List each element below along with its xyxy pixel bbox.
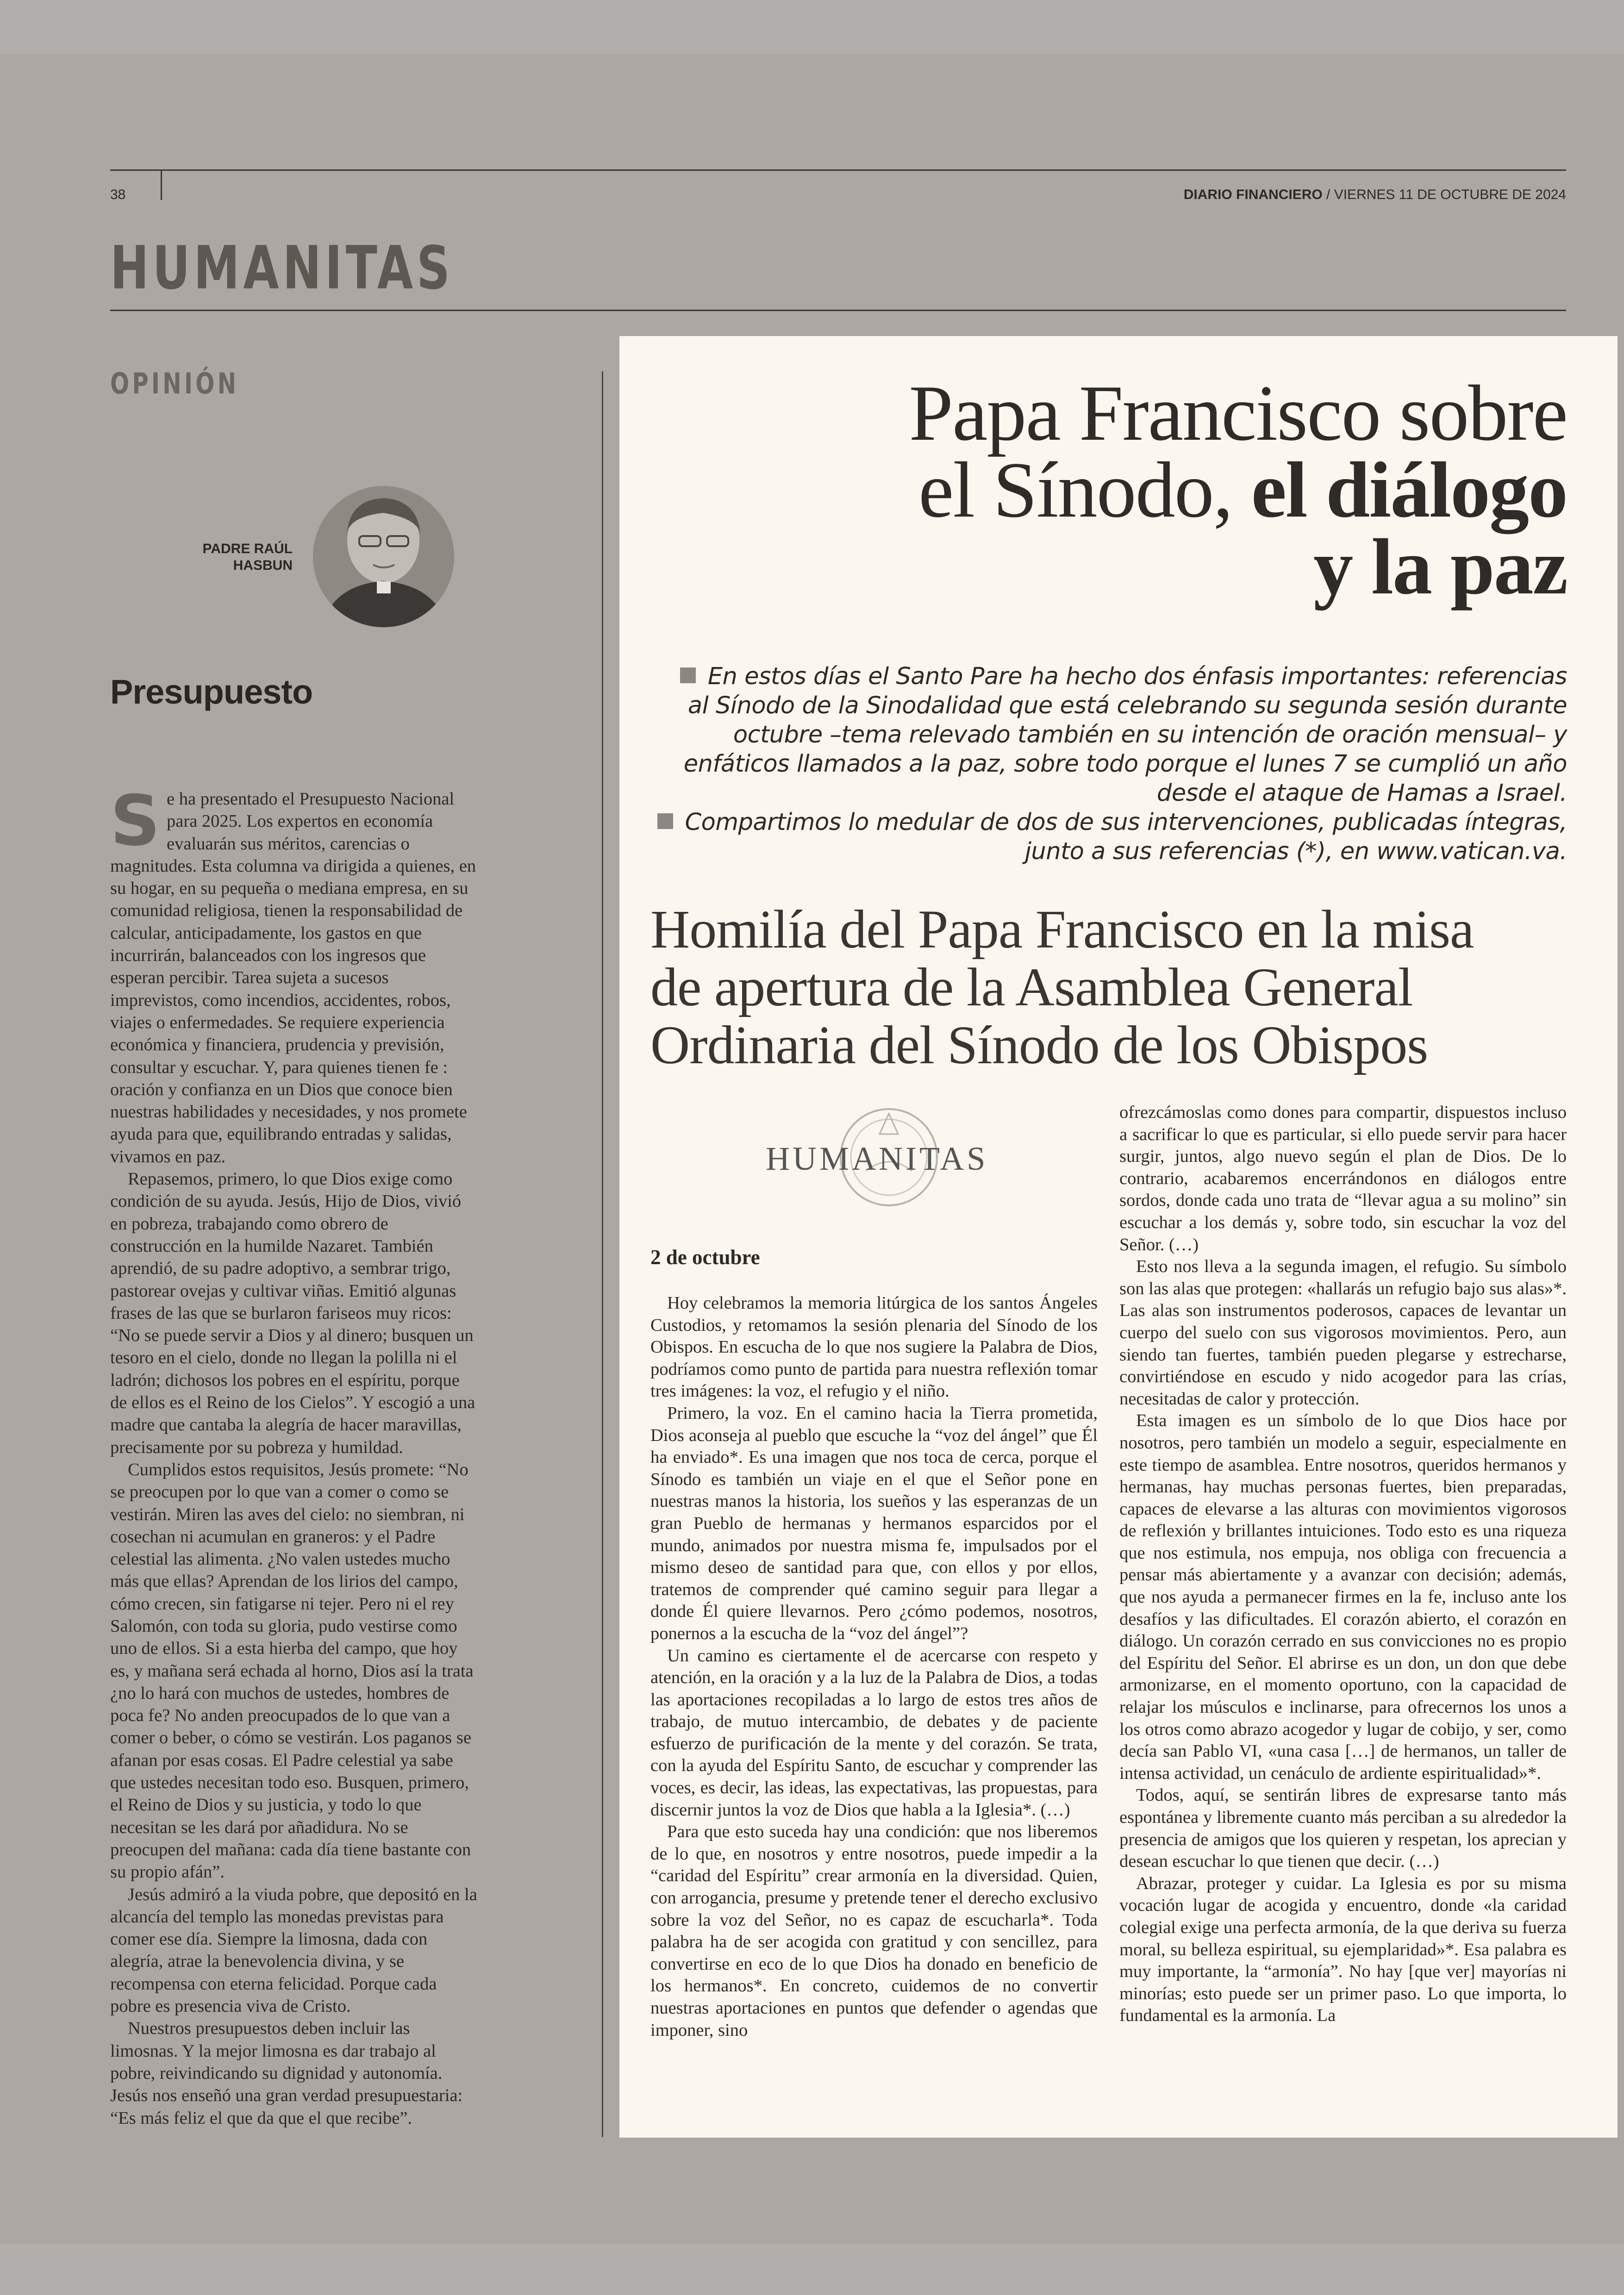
author-name xyxy=(176,541,293,574)
column-divider xyxy=(602,371,603,2137)
subhead-line: Homilía del Papa Francisco en la misa xyxy=(650,899,1474,960)
homily-paragraph: Primero, la voz. En el camino hacia la Tierra prometida, Dios aconseja al pueblo que escuche la “voz del ángel” que Él ha enviado*. Es una imagen que nos toca de cerca, porque el Sínodo es también un viaje en el que el Señor pone en nuestras manos la historia, los sueños y las esperanzas de un gran Pueblo de hermanas y hermanos esparcidos por el mundo, animados por nuestra misma fe, impulsados por el mismo deseo de santidad para que, con ellos y por ellos, tratemos de comprender qué camino seguir para llegar a donde Él quiere llevarnos. Pero ¿cómo podemos, nosotros, ponernos a la escucha de la “voz del ángel”? xyxy=(650,1403,1098,1643)
homily-column-2 xyxy=(1119,1102,1567,2027)
humanitas-logo xyxy=(750,1102,1009,1213)
bullet-square-icon xyxy=(657,813,673,829)
headline-line-2b: el diálogo xyxy=(1251,446,1567,534)
homily-paragraph: Un camino es ciertamente el de acercarse con respeto y atención, en la oración y a la luz de la Palabra de Dios, a todas las aportaciones recopiladas a lo largo de estos tres años de trabajo, de mutuo intercambio, de debates y de paciente esfuerzo de purificación de la mente y del corazón. Se trata, con la ayuda del Espíritu Santo, de escuchar y comprender las voces, es decir, las ideas, las expectativas, las propuestas, para discernir juntos la voz de Dios que habla a la Iglesia*. (…) xyxy=(650,1646,1098,1820)
deck-line: junto a sus referencias (*), en www.vatican.va. xyxy=(1024,838,1567,865)
deck-text: En estos días el Santo Pare ha hecho dos énfasis importantes: referencias xyxy=(707,663,1567,690)
column-paragraph: e ha presentado el Presupuesto Nacional para 2025. Los expertos en economía evaluarán sus méritos, carencias o magnitudes. Esta columna va dirigida a quienes, en su hogar, en su pequeña o mediana empresa, en su comunidad religiosa, tienen la responsabilidad de calcular, anticipadamente, los gastos en que incurrirán, balanceados con los ingresos que esperan percibir. Tarea sujeta a sucesos imprevistos, como incendios, accidentes, robos, viajes o enfermedades. Se requiere experiencia económica y financiera, prudencia y previsión, consultar y escuchar. Y, para quienes tienen fe : oración y confianza en un Dios que conoce bien nuestras habilidades y necesidades, y nos promete ayuda para que, equilibrando entradas y salidas, vivamos en paz. xyxy=(110,789,476,1166)
author-avatar xyxy=(313,486,454,627)
deck-line xyxy=(648,808,1567,837)
drop-cap: S xyxy=(110,781,161,861)
publication-date: / VIERNES 11 DE OCTUBRE DE 2024 xyxy=(1322,187,1566,202)
column-paragraph: Repasemos, primero, lo que Dios exige como condición de su ayuda. Jesús, Hijo de Dios, vivió en pobreza, trabajando como obrero de construcción en la humilde Nazaret. También aprendió, de su padre adoptivo, a sembrar trigo, pastorear ovejas y cultivar viñas. Emitió algunas frases de las que se burlaron fariseos muy ricos: “No se puede servir a Dios y al dinero; busquen un tesoro en el cielo, donde no llegan la polilla ni el ladrón; dichosos los pobres en el espíritu, porque de ellos es el Reino de los Cielos”. Y escogió a una madre que cantaba la alegría de hacer maravillas, precisamente por su pobreza y humildad. xyxy=(110,1169,475,1457)
column-kicker: OPINIÓN xyxy=(110,367,239,400)
logo-text: HUMANITAS xyxy=(766,1140,988,1177)
column-paragraph: Nuestros presupuestos deben incluir las limosnas. Y la mejor limosna es dar trabajo al pobre, reivindicando su dignidad y autonomía. Jesús nos enseñó una gran verdad presupuestaria: “Es más feliz el que da que el que recibe”. xyxy=(110,2019,463,2128)
top-rule xyxy=(110,169,1566,171)
column-paragraph: Cumplidos estos requisitos, Jesús promete: “No se preocupen por lo que van a comer o como se vestirán. Miren las aves del cielo: no siembran, ni cosechan ni acumulan en graneros: y el Padre celestial las alimenta. ¿No valen ustedes mucho más que ellas? Aprendan de los lirios del campo, cómo crecen, sin fatigarse ni tejer. Pero ni el rey Salomón, con toda su gloria, pudo vestirse como uno de ellos. Si a esta hierba del campo, que hoy es, y mañana será echada al horno, Dios así la trata ¿no lo hará con muchos de ustedes, hombres de poca fe? No anden preocupados de lo que van a comer o beber, o cómo se vestirán. Los paganos se afanan por esas cosas. El Padre celestial ya sabe que ustedes necesitan todo eso. Busquen, primero, el Reino de Dios y su justicia, y todo lo que necesitan se les dará por añadidura. No se preocupen del mañana: cada día tiene bastante con su propio afán”. xyxy=(110,1459,474,1882)
homily-paragraph: ofrezcámoslas como dones para compartir, dispuestos incluso a sacrificar lo que es particular, si ello puede servir para hacer surgir, juntos, algo nuevo según el plan de Dios. De lo contrario, acabaremos encerrándonos en diálogos entre sordos, donde cada uno trata de “llevar agua a su molino” sin escuchar a los demás y, sobre todo, sin escuchar la voz del Señor. (…) xyxy=(1119,1103,1567,1254)
subhead-line: de apertura de la Asamblea General xyxy=(650,957,1413,1017)
homily-paragraph: Para que esto suceda hay una condición: que nos liberemos de lo que, en nosotros y entre nosotros, puede impedir a la “caridad del Espíritu” crear armonía en la diversidad. Quien, con arrogancia, presume y pretende tener el derecho exclusivo sobre la voz del Señor, no es capaz de escucharla*. Toda palabra ha de ser acogida con gratitud y con sencillez, para convertirse en eco de lo que Dios ha donado en beneficio de los hermanos*. En concreto, cuidemos de no convertir nuestras aportaciones en puntos que defender o agendas que imponer, sino xyxy=(650,1822,1098,2040)
headline-line-1: Papa Francisco sobre xyxy=(909,369,1567,457)
author-portrait-icon xyxy=(313,486,454,627)
headline-line-2 xyxy=(648,446,1567,534)
headline-line-3 xyxy=(648,523,1567,611)
column-body xyxy=(110,781,481,2129)
author-line-2: HASBUN xyxy=(233,558,293,573)
folio-tick xyxy=(161,169,162,200)
column-title: Presupuesto xyxy=(110,673,313,711)
column-paragraph: Jesús admiró a la viuda pobre, que depositó en la alcancía del templo las monedas previstas para comer ese día. Siempre la limosna, dada con alegría, atrae la benevolencia divina, y se recompensa con eterna felicidad. Porque cada pobre es presencia viva de Cristo. xyxy=(110,1884,477,2016)
section-rule xyxy=(110,310,1566,311)
section-title: HUMANITAS xyxy=(110,234,454,303)
homily-paragraph: Abrazar, proteger y cuidar. La Iglesia es por su misma vocación lugar de acogida y encuentro, donde «la caridad colegial exige una perfecta armonía, de la que deriva su fuerza moral, su belleza espiritual, su ejemplaridad»*. Esa palabra es muy importante, la “armonía”. No hay [que ver] mayorías ni minorías; esto puede ser un primer paso. Lo que importa, lo fundamental es la armonía. La xyxy=(1119,1873,1567,2026)
folio-line xyxy=(1184,187,1566,203)
homily-paragraph: Esto nos lleva a la segunda imagen, el refugio. Su símbolo son las alas que protegen: «hallarás un refugio bajo sus alas»*. Las alas son instrumentos poderosos, capaces de levantar un cuerpo del suelo con sus vigorosos movimientos. Pero, aun siendo tan fuertes, también pueden plegarse y estrecharse, convirtiéndose en escudo y nido acogedor para las crías, necesitadas de calor y protección. xyxy=(1119,1257,1567,1409)
author-line-1: PADRE RAÚL xyxy=(202,541,293,556)
feature-headline xyxy=(648,369,1567,611)
deck-line: al Sínodo de la Sinodalidad que está celebrando su segunda sesión durante xyxy=(687,692,1567,719)
headline-line-2a: el Sínodo, xyxy=(918,446,1251,534)
homily-paragraph: Esta imagen es un símbolo de lo que Dios hace por nosotros, pero también un modelo a seguir, especialmente en este tiempo de asamblea. Entre nosotros, queridos hermanos y hermanas, hay muchas personas fuertes, bien preparadas, capaces de elevarse a las alturas con movimientos vigorosos de reflexión y brillantes intuiciones. Todo esto es una riqueza que nos estimula, nos empuja, nos obliga con frecuencia a pensar más abiertamente y a avanzar con decisión; además, que nos ayuda a permanecer firmes en la fe, incluso ante los desafíos y las dificultades. El corazón abierto, el corazón en diálogo. Un corazón cerrado en sus convicciones no es propio del Espíritu del Señor. El abrirse es un don, un don que debe armonizarse, en el momento oportuno, con la capacidad de relajar los músculos e inclinarse, para ofrecernos los unos a los otros como abrazo acogedor y lugar de cobijo, y ser, como decía san Pablo VI, «una casa […] de hermanos, un taller de intensa actividad, un cenáculo de ardiente espiritualidad»*. xyxy=(1119,1411,1567,1783)
homily-paragraph: Todos, aquí, se sentirán libres de expresarse tanto más espontánea y libremente cuanto más perciban a su alrededor la presencia de amigos que los quieren y respetan, los aprecian y desean escuchar lo que tienen que decir. (…) xyxy=(1119,1785,1567,1871)
deck-line: octubre –tema relevado también en su intención de oración mensual– y xyxy=(733,721,1567,748)
homily-column-1 xyxy=(650,1292,1098,2041)
deck-line: desde el ataque de Hamas a Israel. xyxy=(1156,780,1567,807)
subhead-line: Ordinaria del Sínodo de los Obispos xyxy=(650,1015,1428,1075)
deck-line xyxy=(648,662,1567,691)
deck-text: Compartimos lo medular de dos de sus intervenciones, publicadas íntegras, xyxy=(685,809,1567,836)
page-number: 38 xyxy=(110,187,126,202)
headline-line-3b: y la paz xyxy=(1313,523,1567,611)
bullet-square-icon xyxy=(680,667,696,683)
feature-subhead xyxy=(650,900,1569,1074)
publication-name: DIARIO FINANCIERO xyxy=(1183,187,1323,202)
feature-deck xyxy=(648,662,1567,866)
homily-date: 2 de octubre xyxy=(650,1246,760,1269)
homily-paragraph: Hoy celebramos la memoria litúrgica de los santos Ángeles Custodios, y retomamos la sesión plenaria del Sínodo de los Obispos. En escucha de lo que nos sugiere la Palabra de Dios, podríamos como punto de partida para nuestra reflexión tomar tres imágenes: la voz, el refugio y el niño. xyxy=(650,1293,1098,1401)
deck-line: enfáticos llamados a la paz, sobre todo porque el lunes 7 se cumplió un año xyxy=(683,750,1567,778)
